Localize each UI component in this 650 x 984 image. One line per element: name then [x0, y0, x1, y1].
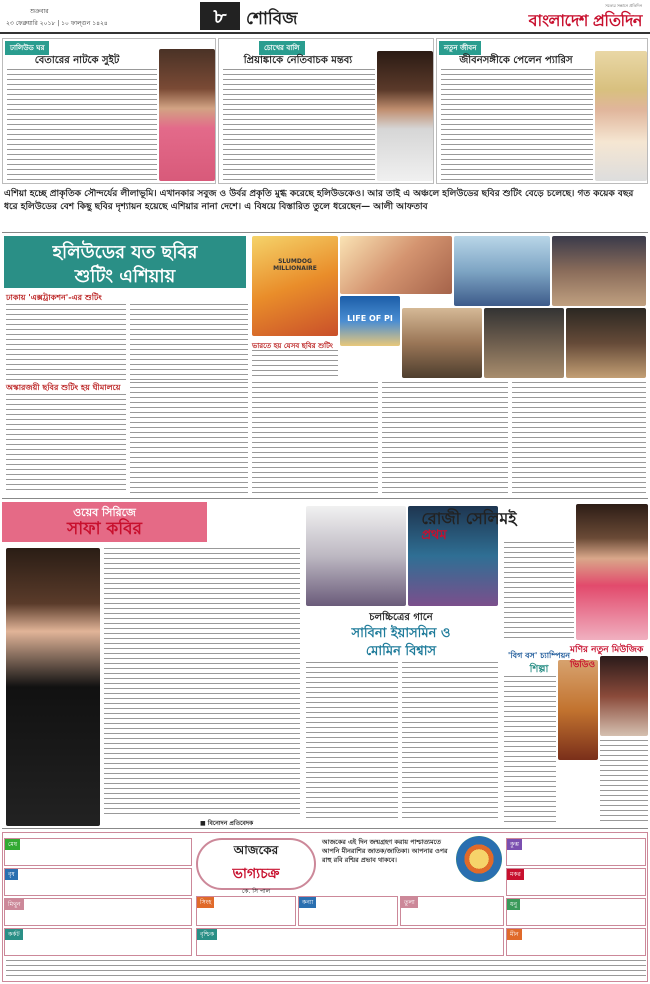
horoscope-title: আজকের — [233, 843, 279, 857]
paris-photo — [595, 51, 647, 181]
story-title: প্রিয়াঙ্কাকে নেতিবাচক মন্তব্য — [243, 55, 353, 66]
page-number: ৮ — [200, 2, 240, 30]
zodiac-label: বৃশ্চিক — [197, 929, 217, 940]
zodiac-meen — [506, 928, 646, 956]
bigboss-sub: শিল্পা — [529, 664, 549, 675]
feature-photo-4 — [552, 236, 646, 306]
zodiac-label: ধনু — [507, 899, 520, 910]
feature-title-1: হলিউডের যত ছবির — [52, 242, 198, 263]
feature-intro: এশিয়া হচ্ছে প্রাকৃতিক সৌন্দর্যের লীলাভূমি। এখানকার সবুজ ও উর্বর প্রকৃতি মুগ্ধ করেছে হলিউডকেও। আর তাই এ অঞ্চলে হলিউডের ছবির শুটিং বেড়ে চলেছে। গত কয়েক বছর ধরে হলিউডের বেশ কিছু ছবির দৃশ্যায়ন হয়েছে এশিয়ার নানা দেশে। এ বিষয়ে বিস্তারিত তুলে ধরেছেন— আলী আফতাব — [4, 189, 634, 212]
zodiac-label: তুলা — [401, 897, 418, 908]
bigboss-title: 'বিগ বস' চ্যাম্পিয়ন — [507, 651, 571, 660]
zodiac-kumbha — [506, 838, 646, 866]
rozy-photo — [576, 504, 648, 640]
sweet-photo — [159, 49, 215, 181]
momo-photo — [600, 656, 648, 736]
feature-photo-7 — [484, 308, 564, 378]
feature-sub-1: ঢাকায় 'এক্সট্রাকশন'-এর শুটিং — [6, 293, 102, 302]
zodiac-label: কন্যা — [299, 897, 316, 908]
header-day: শুক্রবার — [30, 8, 49, 15]
zodiac-kanya — [298, 896, 398, 926]
horoscope-author: কে. সি পাল — [241, 888, 271, 895]
zodiac-dhanu — [506, 898, 646, 926]
songs-title-2: সাবিনা ইয়াসমিন ও — [351, 626, 451, 641]
rozy-title: রোজী সেলিমই — [421, 509, 517, 528]
section-title: শোবিজ — [246, 9, 298, 29]
feature-sub-2: ভারতে হয় যেসব ছবির শুটিং — [252, 342, 333, 350]
zodiac-mesh — [4, 838, 192, 866]
zodiac-tula — [400, 896, 504, 926]
zodiac-label: সিংহ — [197, 897, 214, 908]
sabina-photo — [306, 506, 406, 606]
feature-title-2: শুটিং এশিয়ায় — [74, 266, 176, 287]
story-paris — [436, 38, 648, 184]
logo-tagline: সত্যের সন্ধানে প্রতিদিন — [605, 3, 642, 8]
momo-title: মণির নতুন মিউজিক ভিডিও — [570, 645, 644, 670]
shilpa-photo — [558, 660, 598, 760]
story-sweet — [2, 38, 216, 184]
zodiac-singha — [196, 896, 296, 926]
safa-kabir-photo — [6, 548, 100, 826]
priyanka-photo — [377, 51, 433, 181]
horoscope-note: আজকের এই দিন জন্মগ্রহণ করায় পাশ্চাত্যমতে আপনি মীনরাশির জাতক/জাতিকা। আপনার ওপর রাহু রবি রশ্মির প্রভাব থাকবে। — [322, 838, 448, 864]
web-series-title-1: ওয়েব সিরিজে — [73, 506, 136, 519]
zodiac-label: কর্কট — [5, 929, 23, 940]
songs-title-3: মোমিন বিশ্বাস — [365, 644, 437, 659]
feature-photo-2 — [340, 236, 452, 294]
songs-title-1: চলচ্চিত্রের গানে — [369, 612, 433, 623]
horoscope-title-2: ভাগ্যচক্র — [232, 866, 280, 882]
story-tag: চোখের বালি — [259, 41, 305, 55]
horoscope-title-box — [196, 838, 316, 895]
story-title: জীবনসঙ্গীকে পেলেন প্যারিস — [459, 55, 573, 66]
slumdog-title: SLUMDOG MILLIONAIRE — [273, 258, 317, 272]
top-stories — [2, 38, 648, 184]
zodiac-label: মিথুন — [5, 899, 24, 910]
zodiac-label: কুম্ভ — [507, 839, 522, 850]
newspaper-logo: বাংলাদেশ প্রতিদিন — [528, 11, 642, 30]
zodiac-wheel-icon — [456, 836, 502, 882]
zodiac-label: মীন — [507, 929, 522, 940]
rozy-sub: প্রথম — [421, 528, 447, 543]
slumdog-poster — [252, 236, 338, 336]
feature-sub-3: অস্কারজয়ী ছবির শুটিং হয় ঘীমালয়ে — [6, 383, 121, 392]
feature-photo-6 — [402, 308, 482, 378]
zodiac-mithun — [4, 898, 192, 926]
web-series-sign: ■ বিনোদন প্রতিবেদক — [200, 820, 254, 827]
feature-photo-3 — [454, 236, 550, 306]
zodiac-brisha — [4, 868, 192, 896]
feature-photo-8 — [566, 308, 646, 378]
zodiac-label: মেষ — [5, 839, 20, 850]
zodiac-label: বৃষ — [5, 869, 18, 880]
lifeofpi-poster — [340, 296, 400, 346]
zodiac-brishchik — [196, 928, 504, 956]
story-title: বেতারের নাটকে সুইট — [34, 55, 120, 66]
zodiac-makar — [506, 868, 646, 896]
zodiac-karkat — [4, 928, 192, 956]
story-priyanka — [218, 38, 434, 184]
page-header — [0, 0, 650, 34]
zodiac-label: মকর — [507, 869, 524, 880]
header-date: ২৩ ফেব্রুয়ারি ২০১৮ | ১০ ফাল্গুন ১৪২৪ — [6, 20, 108, 27]
lifeofpi-title: LIFE OF PI — [347, 314, 393, 323]
story-tag: ঢালিউড ঘর — [5, 41, 49, 55]
story-tag: নতুন জীবন — [439, 41, 481, 55]
web-series-title-2: সাফা কবির — [66, 519, 142, 539]
feature-title-bg — [4, 236, 246, 288]
